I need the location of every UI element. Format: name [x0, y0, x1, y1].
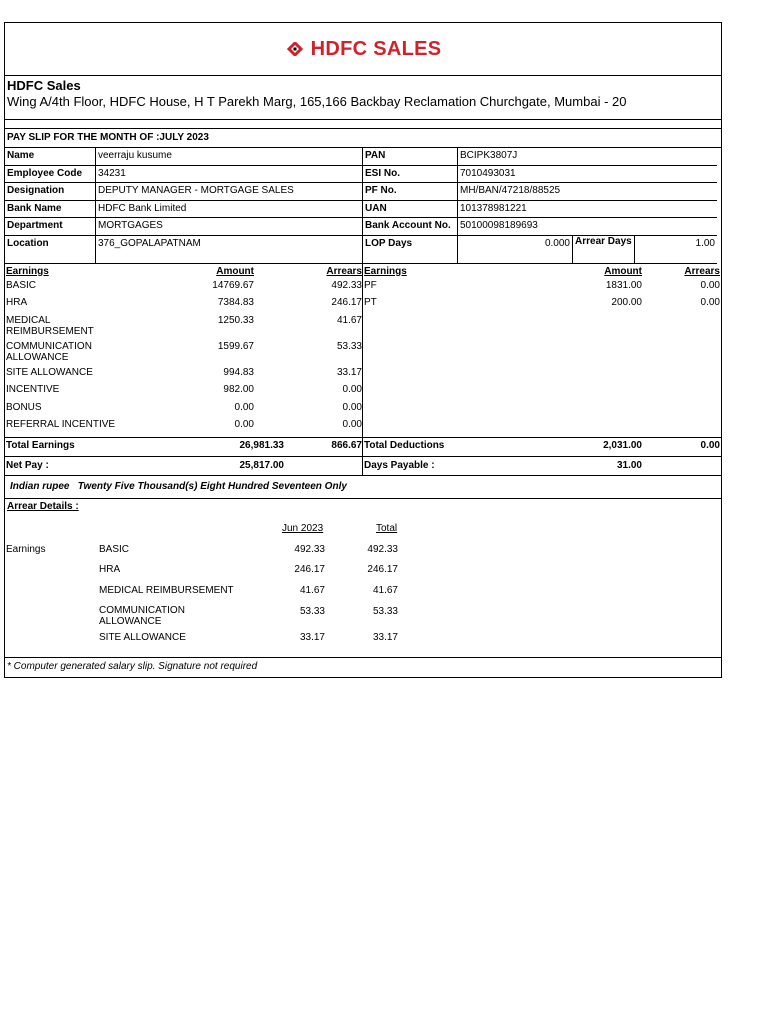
account-value: 50100098189693: [458, 218, 717, 236]
total-deductions-cell: [363, 438, 721, 456]
earnings-header-label: Earnings: [6, 265, 49, 277]
lop-value: 0.000: [458, 236, 573, 264]
department-label: Department: [5, 218, 96, 236]
pan-label: PAN: [363, 148, 458, 166]
earning-row: [5, 280, 362, 298]
totals-row: [5, 437, 721, 457]
earning-row: [5, 384, 362, 402]
pf-label: PF No.: [363, 183, 458, 201]
earnings-deductions: [5, 264, 721, 437]
arrear-row-total: 33.17: [372, 631, 398, 643]
emp-code-label: Employee Code: [5, 166, 96, 184]
earning-arrears: 53.33: [336, 340, 362, 352]
deductions-header: [363, 264, 721, 280]
arrear-row-label: BASIC: [99, 543, 130, 555]
earning-arrears: 492.33: [331, 279, 362, 291]
arrear-row-label: MEDICAL REIMBURSEMENT: [99, 584, 234, 596]
department-value: MORTGAGES: [96, 218, 363, 236]
arrear-total-header: Total: [376, 522, 398, 534]
earning-amount: 982.00: [223, 384, 254, 395]
net-pay: [5, 457, 362, 475]
earning-label: REFERRAL INCENTIVE: [6, 419, 116, 430]
earning-label: HRA: [6, 297, 28, 308]
total-earnings-label: Total Earnings: [6, 439, 75, 451]
earning-label: MEDICAL REIMBURSEMENT: [6, 314, 94, 337]
arrear-row-total: 492.33: [367, 543, 398, 555]
earning-arrears: 0.00: [342, 384, 362, 395]
earning-arrears: 33.17: [336, 366, 362, 378]
earning-amount: 1250.33: [217, 314, 254, 326]
pf-value: MH/BAN/47218/88525: [458, 183, 717, 201]
logo-text: HDFC SALES: [310, 37, 442, 60]
arrear-details-table: [5, 517, 721, 657]
earning-row: [5, 297, 362, 315]
total-deductions: [363, 438, 721, 456]
arrear-row-month: 41.67: [299, 584, 325, 596]
total-deductions-arrears: 0.00: [700, 439, 720, 451]
currency-label: Indian rupee: [10, 480, 70, 492]
earning-row: [5, 367, 362, 385]
amount-in-words: [5, 476, 721, 499]
designation-value: DEPUTY MANAGER - MORTGAGE SALES: [96, 183, 363, 201]
pay-slip: [4, 22, 722, 678]
deduction-arrears: 0.00: [700, 297, 720, 308]
days-payable-blank: [643, 457, 721, 475]
designation-label: Designation: [5, 183, 96, 201]
bank-label: Bank Name: [5, 201, 96, 219]
location-label: Location: [5, 236, 96, 264]
earning-label: BONUS: [6, 401, 42, 413]
arrear-month-header: Jun 2023: [282, 522, 324, 534]
arrear-group-label: Earnings: [6, 543, 46, 555]
earning-amount: 994.83: [223, 366, 254, 378]
arrear-row-label: HRA: [99, 563, 121, 575]
company-block: [5, 76, 721, 120]
total-earnings-amount: 26,981.33: [239, 439, 284, 451]
net-pay-label: Net Pay :: [6, 459, 49, 471]
arrear-row-month: 246.17: [294, 563, 325, 575]
deduction-label: PF: [364, 279, 377, 291]
deduction-row: [363, 280, 721, 298]
total-deductions-amount: 2,031.00: [603, 439, 642, 451]
days-payable-value: 31.00: [616, 459, 642, 471]
deductions-header-label: Earnings: [364, 265, 407, 277]
deduction-row: [363, 297, 721, 315]
deductions-header-amount: Amount: [604, 265, 642, 277]
earning-row: [5, 402, 362, 420]
location-value: 376_GOPALAPATNAM: [96, 236, 363, 264]
header-logo-row: [5, 23, 721, 76]
earning-amount: 0.00: [234, 419, 254, 430]
arrear-days-label: Arrear Days: [573, 236, 635, 264]
diamond-logo-icon: [285, 42, 305, 56]
earnings-header-amount: Amount: [216, 265, 254, 277]
arrear-row-month: 53.33: [299, 605, 325, 617]
days-payable-label: Days Payable :: [364, 459, 435, 471]
earning-amount: 0.00: [234, 401, 254, 413]
company-name: HDFC Sales: [7, 78, 81, 93]
net-pay-row: [5, 457, 721, 476]
earning-arrears: 0.00: [342, 419, 362, 430]
earning-label: BASIC: [6, 279, 37, 291]
lop-label: LOP Days: [363, 236, 458, 264]
net-pay-blank: [285, 457, 363, 475]
earning-row: [5, 315, 362, 341]
earnings-header-arrears: Arrears: [326, 265, 362, 277]
emp-code-value: 34231: [96, 166, 363, 184]
total-deductions-label: Total Deductions: [364, 439, 445, 451]
days-payable: [363, 457, 721, 475]
total-earnings-cell: [5, 438, 363, 456]
payslip-title: PAY SLIP FOR THE MONTH OF :JULY 2023: [5, 128, 721, 148]
bank-value: HDFC Bank Limited: [96, 201, 363, 219]
arrear-row-label: COMMUNICATION ALLOWANCE: [99, 604, 185, 627]
arrear-row-total: 53.33: [372, 605, 398, 617]
days-payable-cell: [363, 457, 721, 475]
deduction-amount: 200.00: [611, 297, 642, 308]
pan-value: BCIPK3807J: [458, 148, 717, 166]
earning-amount: 7384.83: [217, 297, 254, 308]
earning-label: INCENTIVE: [6, 384, 60, 395]
earning-label: COMMUNICATION ALLOWANCE: [6, 340, 92, 363]
amount-words: Twenty Five Thousand(s) Eight Hundred Seventeen Only: [77, 480, 347, 492]
earning-amount: 1599.67: [217, 340, 254, 352]
account-label: Bank Account No.: [363, 218, 458, 236]
earning-arrears: 0.00: [342, 401, 362, 413]
arrear-row-total: 41.67: [372, 584, 398, 596]
uan-value: 101378981221: [458, 201, 717, 219]
earning-row: [5, 419, 362, 437]
earning-row: [5, 341, 362, 367]
earnings-column: [5, 264, 363, 437]
net-pay-cell: [5, 457, 363, 475]
deduction-amount: 1831.00: [605, 279, 642, 291]
arrear-row-month: 33.17: [299, 631, 325, 643]
arrear-row-label: SITE ALLOWANCE: [99, 631, 186, 643]
arrear-row-total: 246.17: [367, 563, 398, 575]
esi-label: ESI No.: [363, 166, 458, 184]
name-label: Name: [5, 148, 96, 166]
earnings-header: [5, 264, 362, 280]
company-address: Wing A/4th Floor, HDFC House, H T Parekh Marg, 165,166 Backbay Reclamation Churchgate, Mumbai - 20: [7, 94, 627, 109]
deductions-column: [363, 264, 721, 437]
earning-arrears: 41.67: [336, 314, 362, 326]
arrear-details-title: Arrear Details :: [7, 500, 79, 512]
employee-info-grid: [5, 148, 721, 264]
total-earnings-arrears: 866.67: [331, 439, 362, 451]
earning-arrears: 246.17: [331, 297, 362, 308]
deduction-arrears: 0.00: [700, 279, 720, 291]
earning-label: SITE ALLOWANCE: [6, 366, 93, 378]
net-pay-value: 25,817.00: [239, 459, 284, 471]
footer-note: * Computer generated salary slip. Signature not required: [5, 657, 721, 677]
deduction-label: PT: [364, 297, 377, 308]
spacer: [5, 120, 721, 128]
hdfc-logo: [285, 38, 442, 61]
uan-label: UAN: [363, 201, 458, 219]
earning-amount: 14769.67: [212, 279, 254, 291]
esi-value: 7010493031: [458, 166, 717, 184]
arrear-row-month: 492.33: [294, 543, 325, 555]
name-value: veerraju kusume: [96, 148, 363, 166]
arrear-days-value: 1.00: [635, 236, 717, 264]
total-earnings: [5, 438, 362, 456]
deductions-header-arrears: Arrears: [684, 265, 720, 277]
